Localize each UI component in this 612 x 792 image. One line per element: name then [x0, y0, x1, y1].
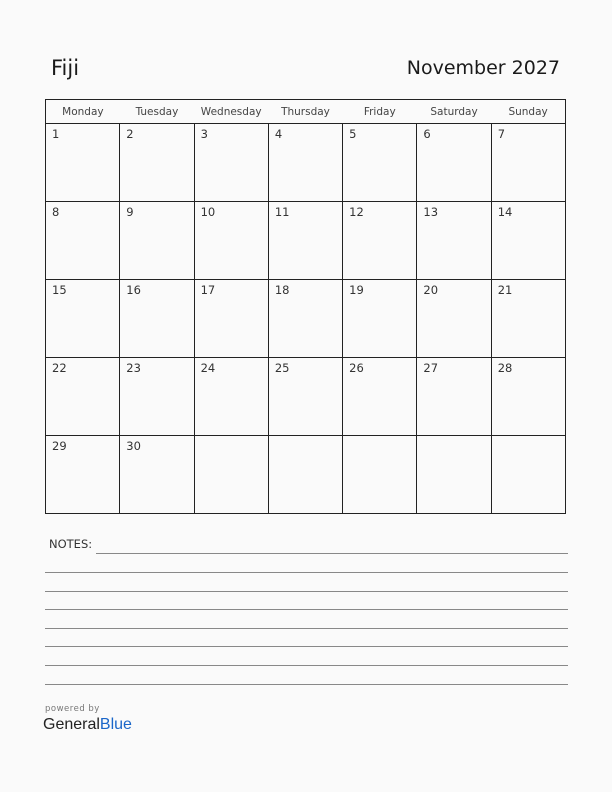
day-number: 18 [274, 283, 290, 297]
day-number: 28 [497, 361, 513, 375]
day-number: 17 [200, 283, 216, 297]
calendar-grid [45, 99, 566, 514]
day-number: 9 [126, 205, 134, 219]
day-number: 19 [349, 283, 364, 297]
week-row-5 [46, 436, 566, 514]
day-cell [268, 202, 342, 280]
day-cell [268, 358, 342, 436]
weekday-wednesday: Wednesday [194, 100, 268, 124]
notes-line [45, 646, 568, 647]
weekday-tuesday: Tuesday [120, 100, 194, 124]
day-cell [417, 436, 491, 514]
day-cell [46, 358, 120, 436]
week-row-1 [46, 124, 566, 202]
powered-by-text: powered by [45, 704, 100, 714]
day-cell [491, 436, 565, 514]
day-number: 10 [200, 205, 216, 219]
day-cell [120, 436, 194, 514]
weekday-monday: Monday [46, 100, 120, 124]
month-title: November 2027 [406, 57, 560, 79]
day-number [492, 436, 565, 439]
day-cell [120, 358, 194, 436]
day-number: 21 [497, 283, 513, 297]
day-number: 27 [423, 361, 439, 375]
week-row-3 [46, 280, 566, 358]
day-number [417, 436, 490, 439]
generalblue-logo [43, 716, 132, 734]
notes-line [45, 572, 568, 573]
day-number: 6 [423, 127, 431, 141]
day-cell [491, 124, 565, 202]
day-number: 7 [497, 127, 506, 141]
day-number: 12 [349, 205, 364, 219]
brand-blue: Blue [99, 716, 132, 733]
day-cell [46, 202, 120, 280]
day-cell [343, 202, 417, 280]
day-cell [491, 358, 565, 436]
day-number: 1 [52, 127, 60, 141]
day-number: 23 [126, 361, 141, 375]
notes-line [45, 684, 568, 685]
day-number: 25 [274, 361, 290, 375]
day-number: 15 [52, 283, 67, 297]
day-number: 2 [126, 127, 134, 141]
notes-line [96, 553, 568, 554]
day-cell [120, 202, 194, 280]
day-cell [120, 280, 194, 358]
day-number: 24 [200, 361, 216, 375]
country-title: Fiji [51, 56, 80, 80]
day-cell [194, 436, 268, 514]
day-number: 20 [423, 283, 439, 297]
day-cell [194, 358, 268, 436]
brand-general: General [43, 716, 100, 733]
notes-line [45, 665, 568, 666]
day-cell [417, 358, 491, 436]
weekday-sunday: Sunday [491, 100, 565, 124]
day-cell [491, 202, 565, 280]
day-cell [194, 202, 268, 280]
day-cell [268, 280, 342, 358]
weekday-saturday: Saturday [417, 100, 491, 124]
day-cell [268, 436, 342, 514]
day-number [343, 436, 416, 439]
day-number: 14 [497, 205, 513, 219]
day-number [269, 436, 342, 439]
weekday-thursday: Thursday [268, 100, 342, 124]
day-number: 5 [349, 127, 357, 141]
day-cell [491, 280, 565, 358]
day-number: 26 [349, 361, 364, 375]
day-number: 22 [52, 361, 67, 375]
day-cell [417, 124, 491, 202]
day-cell [46, 124, 120, 202]
day-number: 8 [52, 205, 60, 219]
day-cell [417, 280, 491, 358]
day-number: 13 [423, 205, 439, 219]
weekday-header-row [46, 100, 566, 124]
day-cell [343, 124, 417, 202]
day-cell [268, 124, 342, 202]
day-cell [194, 124, 268, 202]
notes-line [45, 628, 568, 629]
day-number: 11 [274, 205, 290, 219]
notes-line [45, 591, 568, 592]
day-number: 30 [126, 439, 141, 453]
day-cell [46, 436, 120, 514]
notes-line [45, 609, 568, 610]
day-number: 4 [274, 127, 283, 141]
day-number: 29 [52, 439, 67, 453]
week-row-2 [46, 202, 566, 280]
day-cell [120, 124, 194, 202]
day-cell [194, 280, 268, 358]
day-cell [343, 436, 417, 514]
day-cell [417, 202, 491, 280]
day-cell [46, 280, 120, 358]
day-number: 16 [126, 283, 141, 297]
week-row-4 [46, 358, 566, 436]
day-cell [343, 358, 417, 436]
day-number: 3 [200, 127, 208, 141]
weekday-friday: Friday [343, 100, 417, 124]
day-number [195, 436, 268, 439]
day-cell [343, 280, 417, 358]
notes-label: NOTES: [49, 537, 93, 551]
